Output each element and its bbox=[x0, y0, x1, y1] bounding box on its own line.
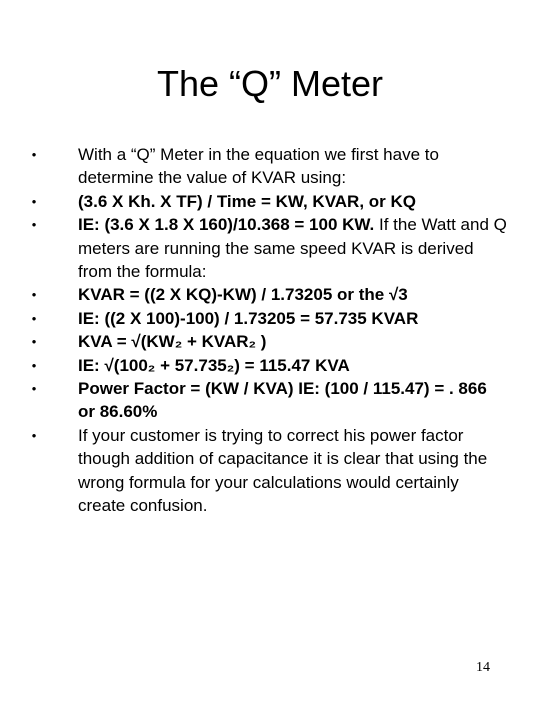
bullet-item bbox=[28, 377, 508, 424]
bullet-formula: Power Factor = (KW / KVA) IE: (100 / 115.47) = . 866 or 86.60% bbox=[78, 379, 487, 422]
bullet-item bbox=[28, 330, 508, 353]
bullet-icon: • bbox=[31, 381, 37, 397]
bullet-item bbox=[28, 354, 508, 377]
slide-title: The “Q” Meter bbox=[156, 63, 384, 104]
bullet-item bbox=[28, 283, 508, 306]
bullet-icon: • bbox=[31, 287, 37, 303]
bullet-icon: • bbox=[31, 147, 37, 162]
bullet-formula: KVA = √(KW₂ + KVAR₂ ) bbox=[78, 332, 267, 352]
bullet-icon: • bbox=[31, 217, 37, 233]
bullet-item bbox=[28, 307, 508, 330]
bullet-text: If the Watt and Q meters are running the same speed KVAR is derived from the formula: bbox=[78, 215, 507, 282]
bullet-text: With a “Q” Meter in the equation we first have to determine the value of KVAR using: bbox=[78, 145, 439, 188]
page-number: 14 bbox=[476, 660, 490, 675]
bullet-formula: (3.6 X Kh. X TF) / Time = KW, KVAR, or KQ bbox=[78, 191, 416, 211]
bullet-formula: IE: (3.6 X 1.8 X 160)/10.368 = 100 KW. bbox=[78, 215, 375, 235]
bullet-formula: IE: √(100₂ + 57.735₂) = 115.47 KVA bbox=[78, 355, 350, 375]
bullet-icon: • bbox=[31, 427, 37, 443]
bullet-icon: • bbox=[31, 334, 37, 350]
bullet-formula: IE: ((2 X 100)-100) / 1.73205 = 57.735 KVAR bbox=[78, 308, 419, 328]
bullet-item bbox=[28, 143, 508, 190]
bullet-item bbox=[28, 213, 508, 283]
bullet-icon: • bbox=[31, 193, 37, 209]
bullet-item bbox=[28, 424, 508, 518]
bullet-item bbox=[28, 190, 508, 213]
bullet-icon: • bbox=[31, 310, 37, 326]
bullet-list bbox=[28, 143, 508, 518]
bullet-text: If your customer is trying to correct his power factor though addition of capacitance it is clear that using the wrong formula for your calculations would certainly create confusion. bbox=[78, 425, 488, 516]
bullet-formula: KVAR = ((2 X KQ)-KW) / 1.73205 or the √3 bbox=[78, 285, 408, 305]
bullet-icon: • bbox=[31, 357, 37, 373]
